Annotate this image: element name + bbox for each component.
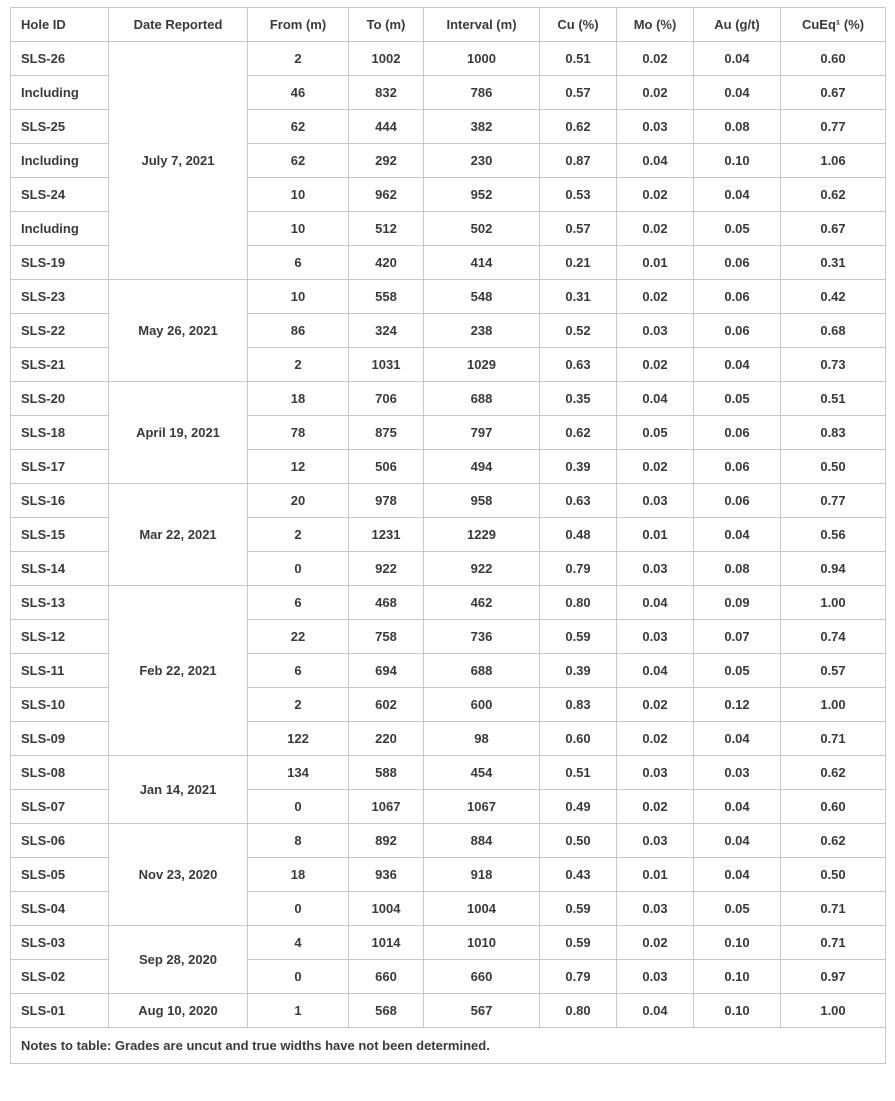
from-cell: 2 bbox=[248, 42, 349, 76]
hole-id-cell: SLS-25 bbox=[11, 110, 109, 144]
hole-id-cell: SLS-26 bbox=[11, 42, 109, 76]
interval-cell: 462 bbox=[424, 586, 540, 620]
interval-cell: 958 bbox=[424, 484, 540, 518]
cu-cell: 0.50 bbox=[540, 824, 617, 858]
cueq-cell: 0.67 bbox=[781, 212, 886, 246]
cu-cell: 0.79 bbox=[540, 552, 617, 586]
table-notes: Notes to table: Grades are uncut and true widths have not been determined. bbox=[11, 1028, 886, 1064]
mo-cell: 0.02 bbox=[617, 790, 694, 824]
from-cell: 10 bbox=[248, 280, 349, 314]
hole-id-cell: SLS-21 bbox=[11, 348, 109, 382]
cu-cell: 0.51 bbox=[540, 756, 617, 790]
hole-id-cell: SLS-16 bbox=[11, 484, 109, 518]
mo-cell: 0.05 bbox=[617, 416, 694, 450]
cu-cell: 0.57 bbox=[540, 76, 617, 110]
cueq-cell: 0.97 bbox=[781, 960, 886, 994]
cu-cell: 0.59 bbox=[540, 926, 617, 960]
mo-cell: 0.03 bbox=[617, 960, 694, 994]
hole-id-cell: SLS-05 bbox=[11, 858, 109, 892]
to-cell: 758 bbox=[349, 620, 424, 654]
to-cell: 1002 bbox=[349, 42, 424, 76]
interval-cell: 884 bbox=[424, 824, 540, 858]
cu-cell: 0.53 bbox=[540, 178, 617, 212]
hole-id-cell: SLS-03 bbox=[11, 926, 109, 960]
au-cell: 0.06 bbox=[694, 314, 781, 348]
cu-cell: 0.57 bbox=[540, 212, 617, 246]
cu-cell: 0.62 bbox=[540, 110, 617, 144]
au-cell: 0.05 bbox=[694, 382, 781, 416]
hole-id-cell: SLS-23 bbox=[11, 280, 109, 314]
from-cell: 4 bbox=[248, 926, 349, 960]
table-row bbox=[11, 926, 886, 960]
to-cell: 978 bbox=[349, 484, 424, 518]
hole-id-cell: SLS-20 bbox=[11, 382, 109, 416]
header-date-reported: Date Reported bbox=[109, 8, 248, 42]
au-cell: 0.05 bbox=[694, 212, 781, 246]
cu-cell: 0.51 bbox=[540, 42, 617, 76]
from-cell: 2 bbox=[248, 518, 349, 552]
cu-cell: 0.60 bbox=[540, 722, 617, 756]
interval-cell: 1067 bbox=[424, 790, 540, 824]
mo-cell: 0.02 bbox=[617, 212, 694, 246]
to-cell: 588 bbox=[349, 756, 424, 790]
interval-cell: 1029 bbox=[424, 348, 540, 382]
interval-cell: 98 bbox=[424, 722, 540, 756]
interval-cell: 1010 bbox=[424, 926, 540, 960]
hole-id-cell: SLS-19 bbox=[11, 246, 109, 280]
au-cell: 0.09 bbox=[694, 586, 781, 620]
to-cell: 292 bbox=[349, 144, 424, 178]
cueq-cell: 0.51 bbox=[781, 382, 886, 416]
interval-cell: 1000 bbox=[424, 42, 540, 76]
mo-cell: 0.02 bbox=[617, 76, 694, 110]
to-cell: 706 bbox=[349, 382, 424, 416]
cueq-cell: 0.77 bbox=[781, 484, 886, 518]
cueq-cell: 0.67 bbox=[781, 76, 886, 110]
cu-cell: 0.31 bbox=[540, 280, 617, 314]
cu-cell: 0.63 bbox=[540, 348, 617, 382]
mo-cell: 0.02 bbox=[617, 280, 694, 314]
interval-cell: 918 bbox=[424, 858, 540, 892]
table-body bbox=[11, 42, 886, 1028]
cu-cell: 0.59 bbox=[540, 620, 617, 654]
interval-cell: 786 bbox=[424, 76, 540, 110]
au-cell: 0.05 bbox=[694, 654, 781, 688]
hole-id-cell: SLS-17 bbox=[11, 450, 109, 484]
to-cell: 602 bbox=[349, 688, 424, 722]
header-row bbox=[11, 8, 886, 42]
hole-id-cell: SLS-11 bbox=[11, 654, 109, 688]
table-row bbox=[11, 280, 886, 314]
notes-row bbox=[11, 1028, 886, 1064]
mo-cell: 0.02 bbox=[617, 348, 694, 382]
cueq-cell: 0.68 bbox=[781, 314, 886, 348]
cu-cell: 0.39 bbox=[540, 450, 617, 484]
header-mo: Mo (%) bbox=[617, 8, 694, 42]
interval-cell: 494 bbox=[424, 450, 540, 484]
date-reported-cell: Feb 22, 2021 bbox=[109, 586, 248, 756]
to-cell: 962 bbox=[349, 178, 424, 212]
mo-cell: 0.02 bbox=[617, 722, 694, 756]
to-cell: 512 bbox=[349, 212, 424, 246]
hole-id-cell: SLS-01 bbox=[11, 994, 109, 1028]
table-row bbox=[11, 42, 886, 76]
cueq-cell: 1.00 bbox=[781, 688, 886, 722]
from-cell: 0 bbox=[248, 552, 349, 586]
au-cell: 0.04 bbox=[694, 178, 781, 212]
table-row bbox=[11, 382, 886, 416]
au-cell: 0.10 bbox=[694, 994, 781, 1028]
cu-cell: 0.87 bbox=[540, 144, 617, 178]
header-from: From (m) bbox=[248, 8, 349, 42]
cueq-cell: 0.60 bbox=[781, 790, 886, 824]
mo-cell: 0.01 bbox=[617, 518, 694, 552]
mo-cell: 0.02 bbox=[617, 450, 694, 484]
hole-id-cell: SLS-08 bbox=[11, 756, 109, 790]
date-reported-cell: May 26, 2021 bbox=[109, 280, 248, 382]
cueq-cell: 1.00 bbox=[781, 994, 886, 1028]
hole-id-cell: SLS-04 bbox=[11, 892, 109, 926]
from-cell: 86 bbox=[248, 314, 349, 348]
cueq-cell: 0.94 bbox=[781, 552, 886, 586]
cu-cell: 0.43 bbox=[540, 858, 617, 892]
cu-cell: 0.35 bbox=[540, 382, 617, 416]
interval-cell: 736 bbox=[424, 620, 540, 654]
mo-cell: 0.02 bbox=[617, 42, 694, 76]
cu-cell: 0.59 bbox=[540, 892, 617, 926]
au-cell: 0.04 bbox=[694, 76, 781, 110]
from-cell: 6 bbox=[248, 654, 349, 688]
au-cell: 0.04 bbox=[694, 518, 781, 552]
table-row bbox=[11, 586, 886, 620]
header-cu: Cu (%) bbox=[540, 8, 617, 42]
from-cell: 134 bbox=[248, 756, 349, 790]
au-cell: 0.10 bbox=[694, 926, 781, 960]
au-cell: 0.04 bbox=[694, 790, 781, 824]
hole-id-cell: Including bbox=[11, 76, 109, 110]
from-cell: 46 bbox=[248, 76, 349, 110]
to-cell: 220 bbox=[349, 722, 424, 756]
date-reported-cell: Aug 10, 2020 bbox=[109, 994, 248, 1028]
drill-results-table bbox=[10, 7, 886, 1064]
to-cell: 468 bbox=[349, 586, 424, 620]
from-cell: 10 bbox=[248, 178, 349, 212]
cueq-cell: 0.83 bbox=[781, 416, 886, 450]
from-cell: 62 bbox=[248, 144, 349, 178]
to-cell: 832 bbox=[349, 76, 424, 110]
hole-id-cell: SLS-06 bbox=[11, 824, 109, 858]
to-cell: 568 bbox=[349, 994, 424, 1028]
au-cell: 0.03 bbox=[694, 756, 781, 790]
header-cueq: CuEq¹ (%) bbox=[781, 8, 886, 42]
from-cell: 6 bbox=[248, 586, 349, 620]
cueq-cell: 0.31 bbox=[781, 246, 886, 280]
date-reported-cell: Sep 28, 2020 bbox=[109, 926, 248, 994]
hole-id-cell: SLS-02 bbox=[11, 960, 109, 994]
au-cell: 0.06 bbox=[694, 246, 781, 280]
from-cell: 62 bbox=[248, 110, 349, 144]
to-cell: 922 bbox=[349, 552, 424, 586]
from-cell: 12 bbox=[248, 450, 349, 484]
to-cell: 875 bbox=[349, 416, 424, 450]
au-cell: 0.10 bbox=[694, 144, 781, 178]
interval-cell: 382 bbox=[424, 110, 540, 144]
header-to: To (m) bbox=[349, 8, 424, 42]
hole-id-cell: SLS-15 bbox=[11, 518, 109, 552]
date-reported-cell: Jan 14, 2021 bbox=[109, 756, 248, 824]
cueq-cell: 0.62 bbox=[781, 178, 886, 212]
from-cell: 122 bbox=[248, 722, 349, 756]
au-cell: 0.06 bbox=[694, 484, 781, 518]
mo-cell: 0.03 bbox=[617, 824, 694, 858]
to-cell: 558 bbox=[349, 280, 424, 314]
date-reported-cell: Nov 23, 2020 bbox=[109, 824, 248, 926]
cueq-cell: 0.62 bbox=[781, 756, 886, 790]
cu-cell: 0.21 bbox=[540, 246, 617, 280]
cueq-cell: 0.42 bbox=[781, 280, 886, 314]
date-reported-cell: April 19, 2021 bbox=[109, 382, 248, 484]
cu-cell: 0.52 bbox=[540, 314, 617, 348]
cueq-cell: 0.74 bbox=[781, 620, 886, 654]
interval-cell: 230 bbox=[424, 144, 540, 178]
interval-cell: 502 bbox=[424, 212, 540, 246]
au-cell: 0.04 bbox=[694, 348, 781, 382]
cu-cell: 0.83 bbox=[540, 688, 617, 722]
cueq-cell: 0.56 bbox=[781, 518, 886, 552]
interval-cell: 548 bbox=[424, 280, 540, 314]
to-cell: 444 bbox=[349, 110, 424, 144]
cueq-cell: 0.73 bbox=[781, 348, 886, 382]
to-cell: 506 bbox=[349, 450, 424, 484]
interval-cell: 797 bbox=[424, 416, 540, 450]
mo-cell: 0.03 bbox=[617, 314, 694, 348]
mo-cell: 0.03 bbox=[617, 484, 694, 518]
cueq-cell: 1.00 bbox=[781, 586, 886, 620]
from-cell: 1 bbox=[248, 994, 349, 1028]
interval-cell: 238 bbox=[424, 314, 540, 348]
hole-id-cell: SLS-22 bbox=[11, 314, 109, 348]
hole-id-cell: SLS-10 bbox=[11, 688, 109, 722]
from-cell: 0 bbox=[248, 790, 349, 824]
cueq-cell: 0.50 bbox=[781, 858, 886, 892]
from-cell: 0 bbox=[248, 892, 349, 926]
au-cell: 0.04 bbox=[694, 42, 781, 76]
header-au: Au (g/t) bbox=[694, 8, 781, 42]
cu-cell: 0.79 bbox=[540, 960, 617, 994]
to-cell: 936 bbox=[349, 858, 424, 892]
hole-id-cell: SLS-07 bbox=[11, 790, 109, 824]
au-cell: 0.08 bbox=[694, 110, 781, 144]
hole-id-cell: SLS-14 bbox=[11, 552, 109, 586]
mo-cell: 0.03 bbox=[617, 110, 694, 144]
au-cell: 0.04 bbox=[694, 824, 781, 858]
interval-cell: 660 bbox=[424, 960, 540, 994]
interval-cell: 600 bbox=[424, 688, 540, 722]
table-row bbox=[11, 824, 886, 858]
mo-cell: 0.04 bbox=[617, 144, 694, 178]
from-cell: 18 bbox=[248, 858, 349, 892]
au-cell: 0.07 bbox=[694, 620, 781, 654]
interval-cell: 567 bbox=[424, 994, 540, 1028]
interval-cell: 922 bbox=[424, 552, 540, 586]
table-row bbox=[11, 756, 886, 790]
au-cell: 0.06 bbox=[694, 450, 781, 484]
cu-cell: 0.39 bbox=[540, 654, 617, 688]
from-cell: 2 bbox=[248, 688, 349, 722]
to-cell: 1231 bbox=[349, 518, 424, 552]
hole-id-cell: Including bbox=[11, 212, 109, 246]
from-cell: 78 bbox=[248, 416, 349, 450]
from-cell: 6 bbox=[248, 246, 349, 280]
hole-id-cell: Including bbox=[11, 144, 109, 178]
to-cell: 1004 bbox=[349, 892, 424, 926]
cu-cell: 0.62 bbox=[540, 416, 617, 450]
to-cell: 892 bbox=[349, 824, 424, 858]
au-cell: 0.04 bbox=[694, 858, 781, 892]
au-cell: 0.12 bbox=[694, 688, 781, 722]
mo-cell: 0.04 bbox=[617, 586, 694, 620]
mo-cell: 0.03 bbox=[617, 892, 694, 926]
interval-cell: 952 bbox=[424, 178, 540, 212]
to-cell: 1067 bbox=[349, 790, 424, 824]
cueq-cell: 1.06 bbox=[781, 144, 886, 178]
from-cell: 2 bbox=[248, 348, 349, 382]
cu-cell: 0.63 bbox=[540, 484, 617, 518]
cu-cell: 0.48 bbox=[540, 518, 617, 552]
interval-cell: 454 bbox=[424, 756, 540, 790]
cueq-cell: 0.77 bbox=[781, 110, 886, 144]
cu-cell: 0.49 bbox=[540, 790, 617, 824]
mo-cell: 0.04 bbox=[617, 654, 694, 688]
au-cell: 0.05 bbox=[694, 892, 781, 926]
mo-cell: 0.02 bbox=[617, 688, 694, 722]
interval-cell: 688 bbox=[424, 654, 540, 688]
hole-id-cell: SLS-09 bbox=[11, 722, 109, 756]
table-row bbox=[11, 994, 886, 1028]
mo-cell: 0.03 bbox=[617, 620, 694, 654]
from-cell: 0 bbox=[248, 960, 349, 994]
to-cell: 1014 bbox=[349, 926, 424, 960]
mo-cell: 0.01 bbox=[617, 858, 694, 892]
to-cell: 1031 bbox=[349, 348, 424, 382]
au-cell: 0.06 bbox=[694, 280, 781, 314]
mo-cell: 0.02 bbox=[617, 926, 694, 960]
date-reported-cell: July 7, 2021 bbox=[109, 42, 248, 280]
cueq-cell: 0.60 bbox=[781, 42, 886, 76]
to-cell: 660 bbox=[349, 960, 424, 994]
au-cell: 0.06 bbox=[694, 416, 781, 450]
mo-cell: 0.03 bbox=[617, 756, 694, 790]
interval-cell: 1004 bbox=[424, 892, 540, 926]
date-reported-cell: Mar 22, 2021 bbox=[109, 484, 248, 586]
au-cell: 0.08 bbox=[694, 552, 781, 586]
from-cell: 18 bbox=[248, 382, 349, 416]
interval-cell: 688 bbox=[424, 382, 540, 416]
cueq-cell: 0.71 bbox=[781, 722, 886, 756]
hole-id-cell: SLS-18 bbox=[11, 416, 109, 450]
au-cell: 0.04 bbox=[694, 722, 781, 756]
header-hole-id: Hole ID bbox=[11, 8, 109, 42]
mo-cell: 0.02 bbox=[617, 178, 694, 212]
cu-cell: 0.80 bbox=[540, 586, 617, 620]
mo-cell: 0.03 bbox=[617, 552, 694, 586]
table-row bbox=[11, 484, 886, 518]
to-cell: 420 bbox=[349, 246, 424, 280]
hole-id-cell: SLS-13 bbox=[11, 586, 109, 620]
from-cell: 22 bbox=[248, 620, 349, 654]
cueq-cell: 0.71 bbox=[781, 926, 886, 960]
header-interval: Interval (m) bbox=[424, 8, 540, 42]
hole-id-cell: SLS-24 bbox=[11, 178, 109, 212]
from-cell: 8 bbox=[248, 824, 349, 858]
au-cell: 0.10 bbox=[694, 960, 781, 994]
mo-cell: 0.04 bbox=[617, 994, 694, 1028]
to-cell: 694 bbox=[349, 654, 424, 688]
cueq-cell: 0.57 bbox=[781, 654, 886, 688]
cueq-cell: 0.71 bbox=[781, 892, 886, 926]
interval-cell: 414 bbox=[424, 246, 540, 280]
cu-cell: 0.80 bbox=[540, 994, 617, 1028]
from-cell: 20 bbox=[248, 484, 349, 518]
interval-cell: 1229 bbox=[424, 518, 540, 552]
from-cell: 10 bbox=[248, 212, 349, 246]
mo-cell: 0.04 bbox=[617, 382, 694, 416]
cueq-cell: 0.50 bbox=[781, 450, 886, 484]
hole-id-cell: SLS-12 bbox=[11, 620, 109, 654]
cueq-cell: 0.62 bbox=[781, 824, 886, 858]
mo-cell: 0.01 bbox=[617, 246, 694, 280]
to-cell: 324 bbox=[349, 314, 424, 348]
